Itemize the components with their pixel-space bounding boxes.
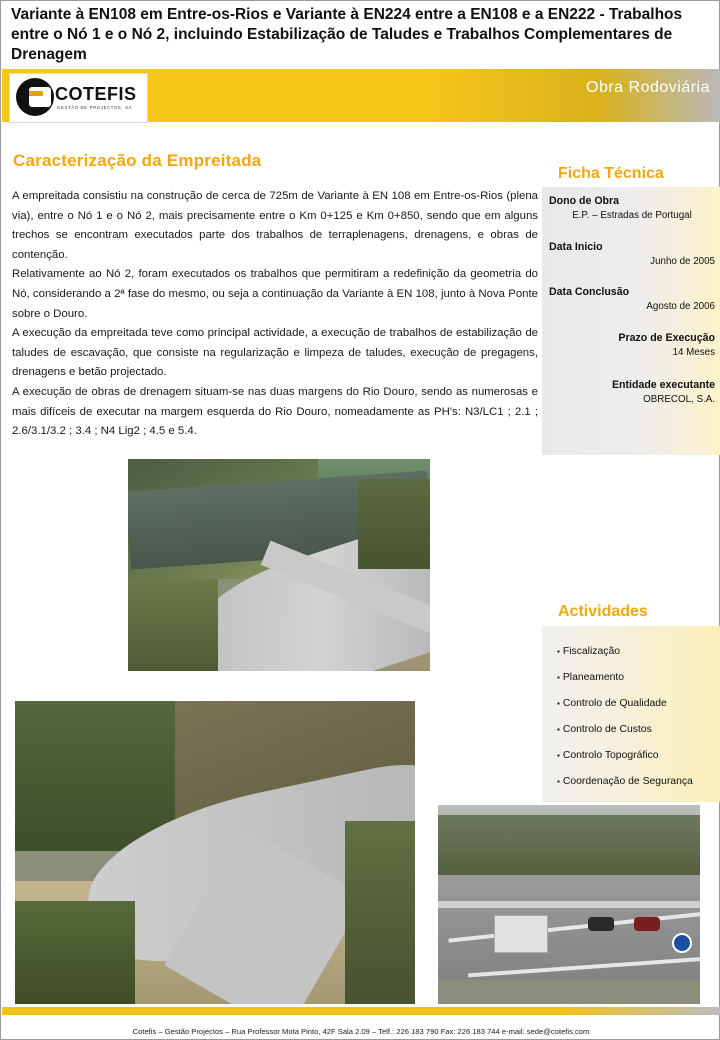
- actividade-item-1: [557, 646, 620, 657]
- actividade-item-6: [557, 776, 693, 787]
- bullet-icon: ▪: [557, 646, 560, 656]
- actividade-item-5: [557, 750, 659, 761]
- header-category-label: Obra Rodoviária: [586, 79, 710, 96]
- ficha-value-data-conclusao: Agosto de 2006: [646, 301, 715, 312]
- ficha-row-prazo-execucao: [549, 332, 720, 358]
- actividade-item-4: [557, 724, 652, 735]
- photo-aerial-ramp: [14, 700, 416, 1005]
- paragraph-4: A execução de obras de drenagem situam-se nas duas margens do Rio Douro, sendo as numerosas e mais difíceis de executar na margem esquerda do Rio Douro, nomeadamente as PH's: N3/LC1 ; 2.1 ; 2.6/3.1/3.2 ; 3.4 ; N4 Lig2 ; 4.5 e 5.4.: [12, 386, 538, 438]
- photo-aerial-interchange: [127, 458, 431, 672]
- actividade-label-4: Controlo de Custos: [562, 724, 652, 735]
- bullet-icon: ▪: [557, 776, 560, 786]
- actividade-label-1: Fiscalização: [562, 646, 621, 657]
- ficha-row-data-inicio: [549, 241, 720, 267]
- photo-layer-trees: [15, 701, 175, 851]
- actividade-label-5: Controlo Topográfico: [562, 750, 659, 761]
- bullet-icon: ▪: [557, 672, 560, 682]
- photo-layer-car: [634, 917, 660, 931]
- actividade-label-3: Controlo de Qualidade: [562, 698, 667, 709]
- ficha-key-dono-de-obra: Dono de Obra: [549, 195, 620, 207]
- road-sign-icon: [672, 933, 692, 953]
- photo-layer-truck: [494, 915, 548, 953]
- bullet-icon: ▪: [557, 750, 560, 760]
- page-title: Variante à EN108 em Entre-os-Rios e Variante à EN224 entre a EN108 e a EN222 - Trabalhos entre o Nó 1 e o Nó 2, incluindo Estabilização de Taludes e Trabalhos Complementares de Drenagem: [11, 6, 683, 63]
- ficha-value-data-inicio: Junho de 2005: [650, 256, 715, 267]
- paragraph-2: Relativamente ao Nó 2, foram executados os trabalhos que permitiram a redefinição da geometria do Nó, considerando a 2ª fase do mesmo, ou seja a continuação da Variante à EN 108, junto à Nova Ponte sobre o Douro.: [12, 268, 538, 320]
- logo-tagline: GESTÃO DE PROJECTOS, SA: [57, 105, 133, 110]
- photo-layer-bush-left: [15, 901, 135, 1004]
- actividades-title: Actividades: [558, 603, 648, 620]
- photo-layer-bush-right: [345, 821, 415, 1004]
- paragraph-1: A empreitada consistiu na construção de cerca de 725m de Variante à EN 108 em Entre-os-Rios (plena via), entre o Nó 1 e o Nó 2, mais precisamente entre o Km 0+125 e Km 0+850, sendo que em alguns trechos se encontram executados parte dos trabalhos de terraplenagens, drenagens, e obras de contenção.: [12, 190, 538, 261]
- ficha-row-dono-de-obra: [549, 195, 720, 221]
- ficha-key-prazo-execucao: Prazo de Execução: [618, 332, 715, 344]
- footer-contact-text: Cotefis – Gestão Projectos – Rua Professor Mota Pinto, 42F Sala 2.09 – Telf.: 226 183 790 Fax: 226 183 744 e-mail: sede@cotefis.com: [132, 1027, 590, 1036]
- ficha-key-data-inicio: Data Inicio: [549, 241, 603, 253]
- ficha-tecnica-title: Ficha Técnica: [558, 165, 664, 182]
- bullet-icon: ▪: [557, 698, 560, 708]
- ficha-value-prazo-execucao: 14 Meses: [672, 347, 715, 358]
- logo-wordmark: COTEFIS: [55, 84, 137, 104]
- ficha-row-entidade-executante: [549, 379, 720, 405]
- photo-road-in-service: [437, 804, 701, 1005]
- logo-accent-bar-icon: [29, 91, 43, 96]
- actividade-item-3: [557, 698, 667, 709]
- ficha-value-dono-de-obra: E.P. – Estradas de Portugal: [572, 210, 692, 221]
- actividade-label-6: Coordenação de Segurança: [562, 776, 693, 787]
- photo-layer-vegetation-right: [358, 479, 430, 569]
- ficha-value-entidade-executante: OBRECOL, S.A.: [643, 394, 715, 405]
- ficha-tecnica-panel: [542, 187, 720, 455]
- photo-layer-ground: [438, 980, 700, 1004]
- photo-layer-car: [588, 917, 614, 931]
- paragraph-3: A execução da empreitada teve como principal actividade, a execução de trabalhos de estabilização de taludes de escavação, que consiste na regularização e limpeza de taludes, execução de pregagens, drenagens e betão projectado.: [12, 327, 538, 379]
- characterization-body: [12, 187, 538, 442]
- section-title-characterization: Caracterização da Empreitada: [13, 151, 262, 170]
- actividade-label-2: Planeamento: [562, 672, 625, 683]
- photo-layer-guardrail: [438, 901, 700, 908]
- photo-layer-hill: [438, 815, 700, 875]
- ficha-row-data-conclusao: [549, 286, 720, 312]
- photo-layer-vegetation-left: [128, 579, 218, 671]
- bullet-icon: ▪: [557, 724, 560, 734]
- company-logo: [9, 73, 148, 123]
- ficha-key-entidade-executante: Entidade executante: [611, 379, 715, 391]
- footer-bar: [2, 1007, 720, 1015]
- logo-circle-icon: [16, 78, 54, 116]
- actividade-item-2: [557, 672, 624, 683]
- ficha-key-data-conclusao: Data Conclusão: [549, 286, 630, 298]
